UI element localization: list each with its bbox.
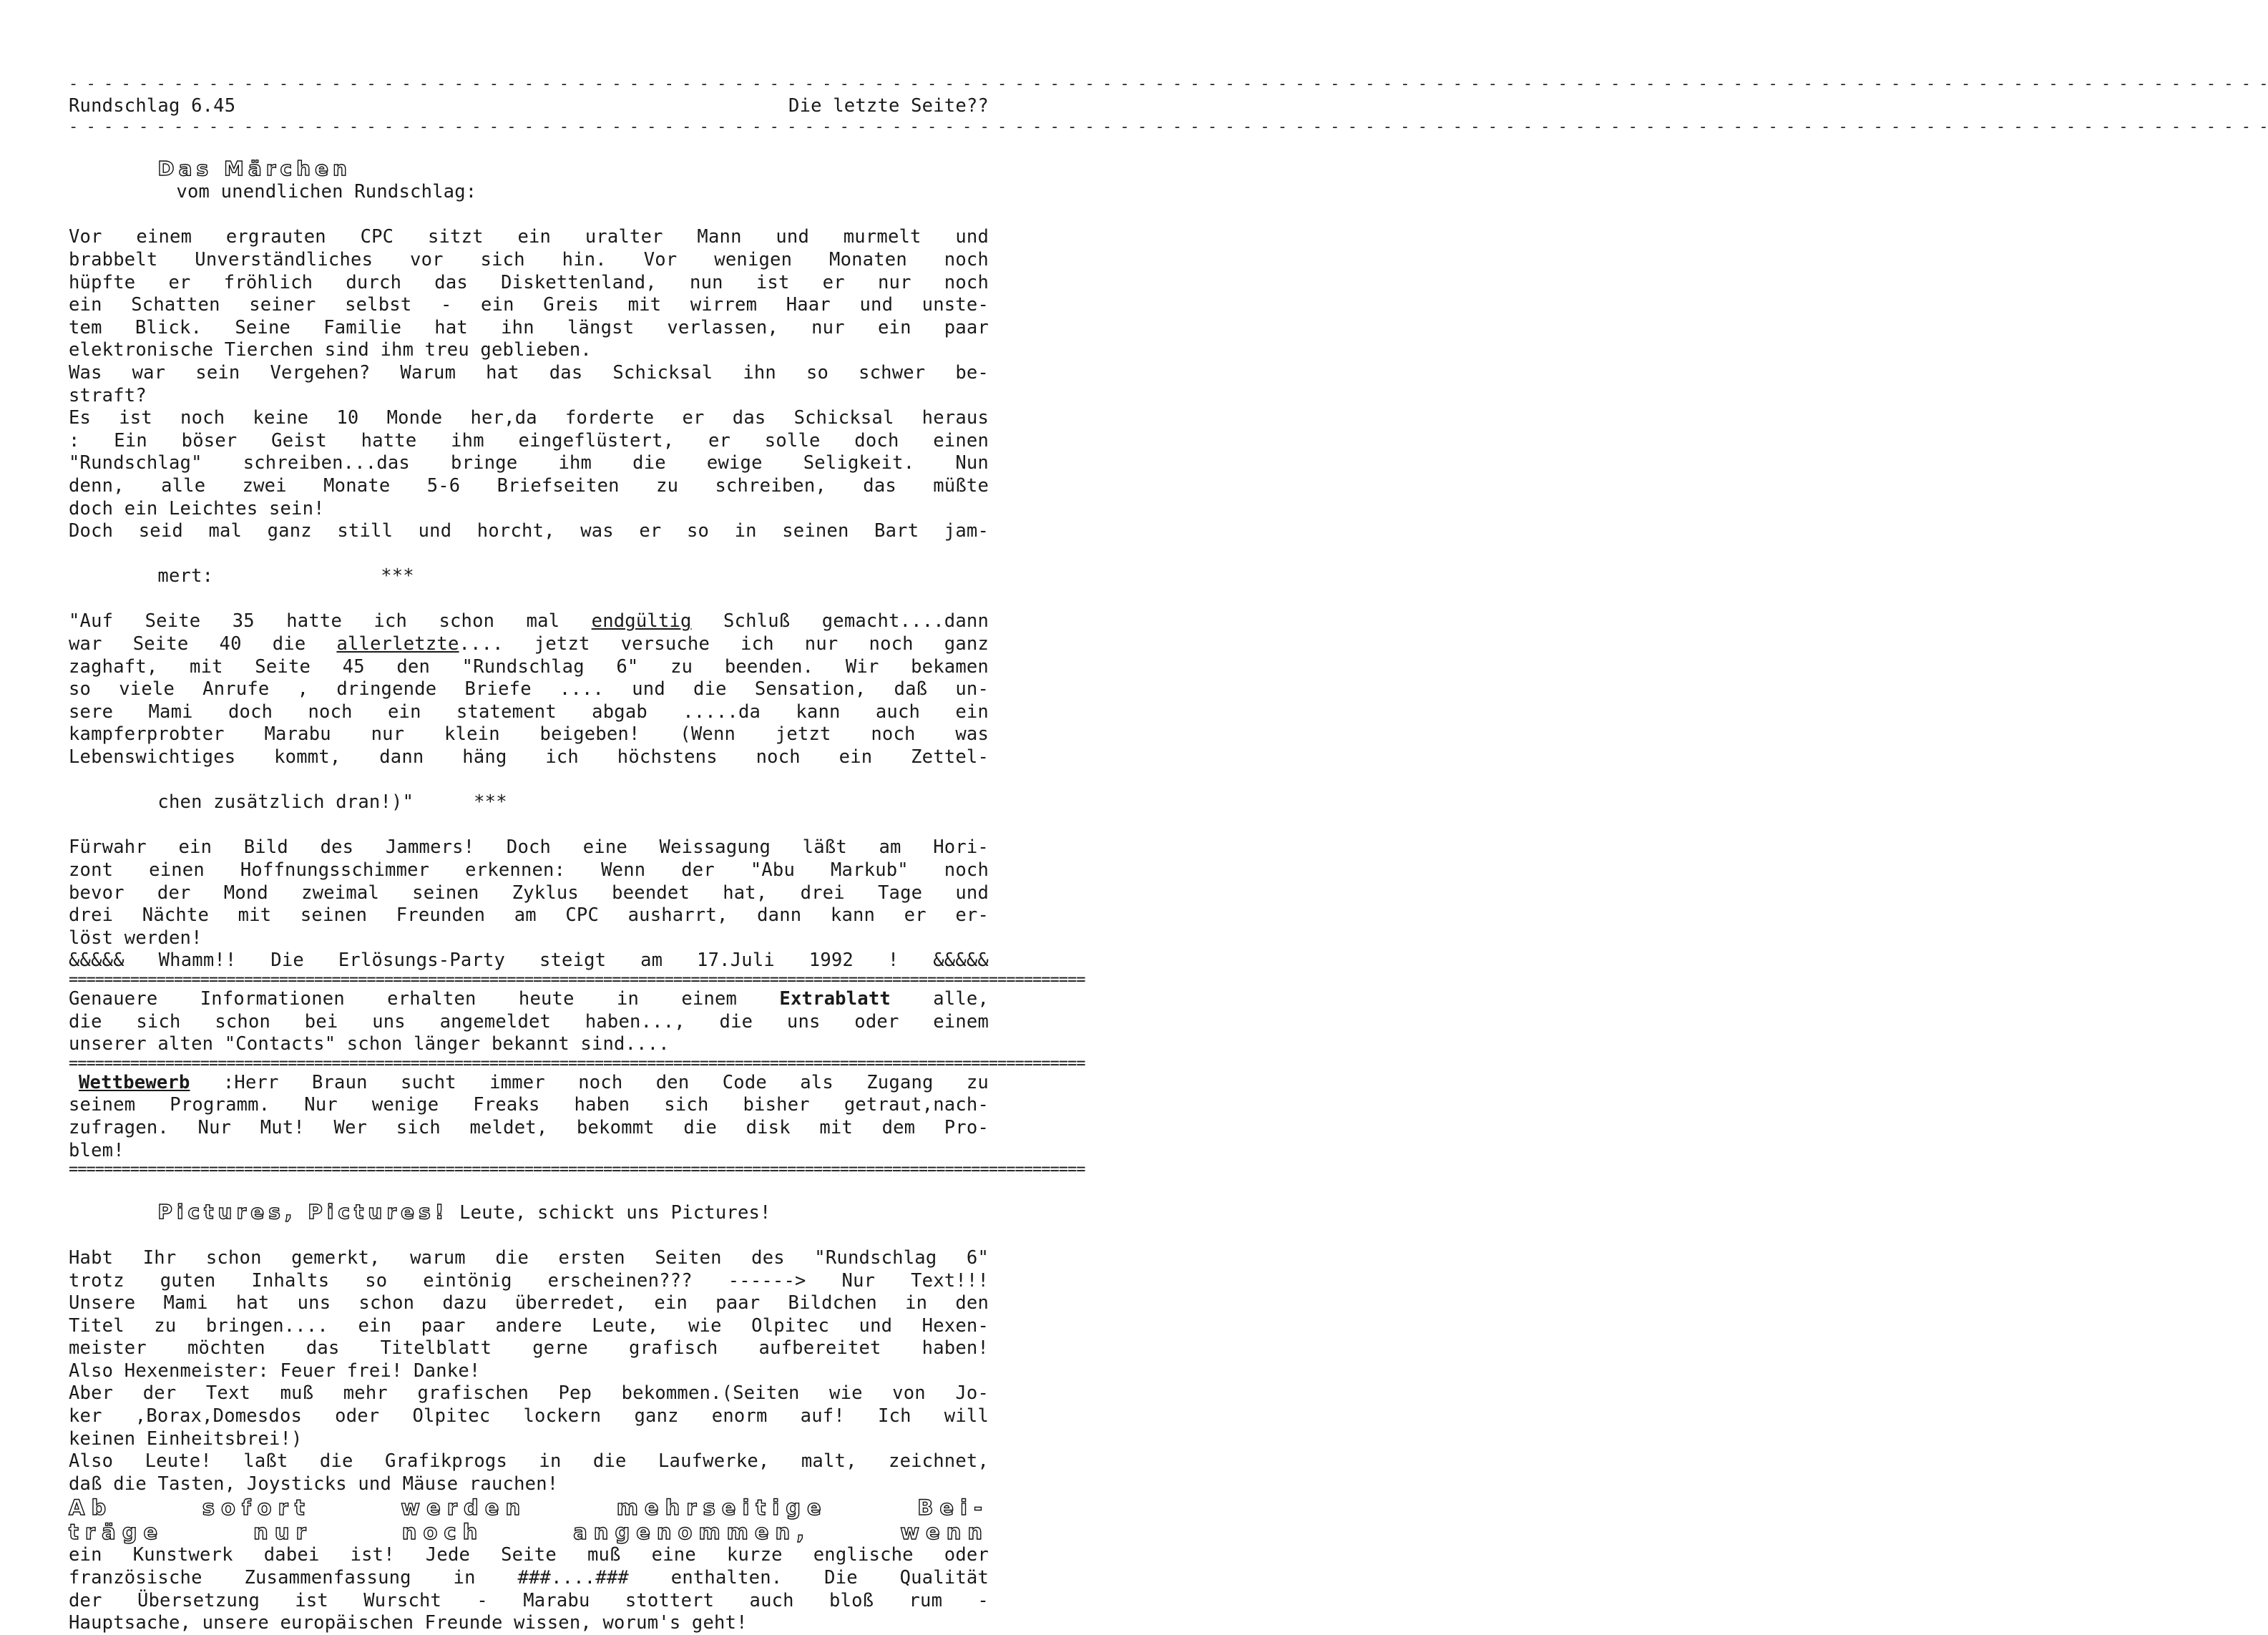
text-line: Titel zu bringen.... ein paar andere Leute, wie Olpitec und Hexen-	[69, 1314, 989, 1337]
dashed-rule-bottom: - - - - - - - - - - - - - - - - - - - - - - - - - - - - - - - - - - - - - - - - - - - - - - - - - - - - - - - - - - - - - - - - - - - - - - - - - - - - - - - - - - - - - - - - - - - - - - - - - - - - - - - - - - - - - - - - - - - - - - - - - - - - - -	[69, 118, 2268, 136]
party-announcement: &&&&& Whamm!! Die Erlösungs-Party steigt am 17.Juli 1992 ! &&&&&	[69, 950, 989, 972]
text-dran: chen zusätzlich dran!)"	[157, 791, 414, 814]
text-line: keinen Einheitsbrei!)	[69, 1427, 303, 1450]
text-line: "Rundschlag" schreiben...das bringe ihm die ewige Seligkeit. Nun	[69, 452, 989, 474]
quote-pre: "Auf Seite 35 hatte ich schon mal	[69, 610, 592, 633]
text-line: tem Blick. Seine Familie hat ihn längst verlassen, nur ein paar	[69, 316, 989, 338]
text-line: der Übersetzung ist Wurscht - Marabu stottert auch bloß rum -	[69, 1589, 989, 1611]
text-line: blem!	[69, 1139, 124, 1161]
text-line: Fürwahr ein Bild des Jammers! Doch eine Weissagung läßt am Hori-	[69, 836, 989, 859]
text-line: meister möchten das Titelblatt gerne grafisch aufbereitet haben!	[69, 1337, 989, 1360]
text-line: Aber der Text muß mehr grafischen Pep bekommen.(Seiten wie von Jo-	[69, 1382, 989, 1405]
text-line	[69, 769, 989, 837]
text-line: kampferprobter Marabu nur klein beigeben! (Wenn jetzt noch was	[69, 723, 989, 746]
text-line: löst werden!	[69, 927, 202, 949]
text-line: Doch seid mal ganz still und horcht, was er so in seinen Bart jam-	[69, 520, 989, 542]
double-rule: ====================================================================================================================	[69, 1054, 1085, 1073]
text-line: zont einen Hoffnungsschimmer erkennen: Wenn der "Abu Markub" noch	[69, 859, 989, 881]
text-line: französische Zusammenfassung in ###....### enthalten. Die Qualität	[69, 1567, 989, 1589]
text-line: Unsere Mami hat uns schon dazu überredet, ein paar Bildchen in den	[69, 1292, 989, 1314]
info-pre: Genauere Informationen erhalten heute in einem	[69, 987, 780, 1010]
text-line: ker ,Borax,Domesdos oder Olpitec lockern ganz enorm auf! Ich will	[69, 1405, 989, 1427]
pictures-section	[69, 1178, 989, 1635]
stars-divider: ***	[474, 791, 507, 814]
text-line: Was war sein Vergehen? Warum hat das Schicksal ihn so schwer be-	[69, 361, 989, 384]
underlined-word: allerletzte	[336, 633, 459, 655]
outline-headline: Ab sofort werden mehrseitige Bei-	[69, 1495, 989, 1521]
outline-headline: träge nur noch angenommen, wenn	[69, 1520, 989, 1545]
pictures-title-outline: Pictures, Pictures!	[157, 1199, 449, 1224]
wettbewerb-section	[69, 1072, 989, 1162]
wettbewerb-rest: :Herr Braun sucht immer noch den Code als Zugang zu	[190, 1071, 989, 1093]
text-line: Habt Ihr schon gemerkt, warum die ersten Seiten des "Rundschlag 6"	[69, 1246, 989, 1269]
maerchen-title-outline: Das Märchen	[157, 156, 351, 180]
text-line	[69, 633, 989, 656]
text-line	[69, 988, 989, 1011]
maerchen-title	[69, 135, 989, 226]
page-content	[69, 75, 2268, 1635]
text-line: Lebenswichtiges kommt, dann häng ich höchstens noch ein Zettel-	[69, 746, 989, 768]
quote-pre: war Seite 40 die	[69, 633, 337, 655]
stars-divider: ***	[381, 565, 414, 587]
text-line: hüpfte er fröhlich durch das Diskettenland, nun ist er nur noch	[69, 271, 989, 293]
info-post: alle,	[890, 987, 989, 1010]
pictures-title-rest: Leute, schickt uns Pictures!	[448, 1201, 771, 1224]
wettbewerb-label: Wettbewerb	[79, 1071, 190, 1093]
text-line	[69, 543, 989, 611]
text-line: denn, alle zwei Monate 5-6 Briefseiten zu schreiben, das müßte	[69, 474, 989, 497]
text-line: ein Kunstwerk dabei ist! Jede Seite muß eine kurze englische oder	[69, 1544, 989, 1566]
text-line: seinem Programm. Nur wenige Freaks haben sich bisher getraut,nach-	[69, 1094, 989, 1116]
extrablatt-bold: Extrablatt	[779, 987, 891, 1010]
text-mert: mert:	[157, 565, 214, 587]
maerchen-title-rest: vom unendlichen Rundschlag:	[176, 181, 477, 203]
text-line	[69, 610, 989, 633]
text-line: unserer alten "Contacts" schon länger bekannt sind....	[69, 1033, 670, 1055]
text-line: Es ist noch keine 10 Monde her,da forderte er das Schicksal heraus	[69, 407, 989, 429]
text-line: elektronische Tierchen sind ihm treu geblieben.	[69, 339, 592, 361]
header-left: Rundschlag 6.45	[69, 95, 236, 117]
text-line: die sich schon bei uns angemeldet haben..., die uns oder einem	[69, 1010, 989, 1033]
quote-post: Schluß gemacht....dann	[691, 610, 989, 633]
text-line: : Ein böser Geist hatte ihm eingeflüstert, er solle doch einen	[69, 429, 989, 452]
maerchen-section	[69, 135, 989, 972]
text-line: zufragen. Nur Mut! Wer sich meldet, bekommt die disk mit dem Pro-	[69, 1116, 989, 1138]
text-line: Vor einem ergrauten CPC sitzt ein uralter Mann und murmelt und	[69, 226, 989, 248]
text-line: so viele Anrufe , dringende Briefe .... und die Sensation, daß un-	[69, 678, 989, 701]
double-rule: ====================================================================================================================	[69, 1161, 1085, 1179]
text-line: Hauptsache, unsere europäischen Freunde wissen, worum's geht!	[69, 1612, 748, 1634]
dashed-rule-top: - - - - - - - - - - - - - - - - - - - - - - - - - - - - - - - - - - - - - - - - - - - - - - - - - - - - - - - - - - - - - - - - - - - - - - - - - - - - - - - - - - - - - - - - - - - - - - - - - - - - - - - - - - - - - - - - - - - - - - - - - - - - - -	[69, 75, 2268, 93]
text-line: ein Schatten seiner selbst - ein Greis mit wirrem Haar und unste-	[69, 294, 989, 316]
text-line	[69, 1072, 989, 1095]
underlined-word: endgültig	[591, 610, 692, 633]
text-line: straft?	[69, 384, 147, 406]
text-line: bevor der Mond zweimal seinen Zyklus beendet hat, drei Tage und	[69, 882, 989, 904]
text-line: daß die Tasten, Joysticks und Mäuse rauchen!	[69, 1473, 559, 1495]
info-section	[69, 988, 989, 1056]
text-line: trotz guten Inhalts so eintönig erscheinen??? ------> Nur Text!!!	[69, 1269, 989, 1292]
page-header	[69, 92, 989, 120]
text-line: Also Hexenmeister: Feuer frei! Danke!	[69, 1360, 481, 1382]
text-line: zaghaft, mit Seite 45 den "Rundschlag 6" zu beenden. Wir bekamen	[69, 655, 989, 678]
double-rule: ====================================================================================================================	[69, 970, 1085, 989]
text-line: brabbelt Unverständliches vor sich hin. Vor wenigen Monaten noch	[69, 248, 989, 270]
quote-post: .... jetzt versuche ich nur noch ganz	[459, 633, 989, 655]
text-line: Also Leute! laßt die Grafikprogs in die Laufwerke, malt, zeichnet,	[69, 1450, 989, 1473]
pictures-title	[69, 1178, 989, 1247]
text-line: doch ein Leichtes sein!	[69, 497, 325, 519]
text-line: sere Mami doch noch ein statement abgab .....da kann auch ein	[69, 701, 989, 723]
text-line: drei Nächte mit seinen Freunden am CPC ausharrt, dann kann er er-	[69, 904, 989, 927]
header-right: Die letzte Seite??	[788, 95, 989, 117]
